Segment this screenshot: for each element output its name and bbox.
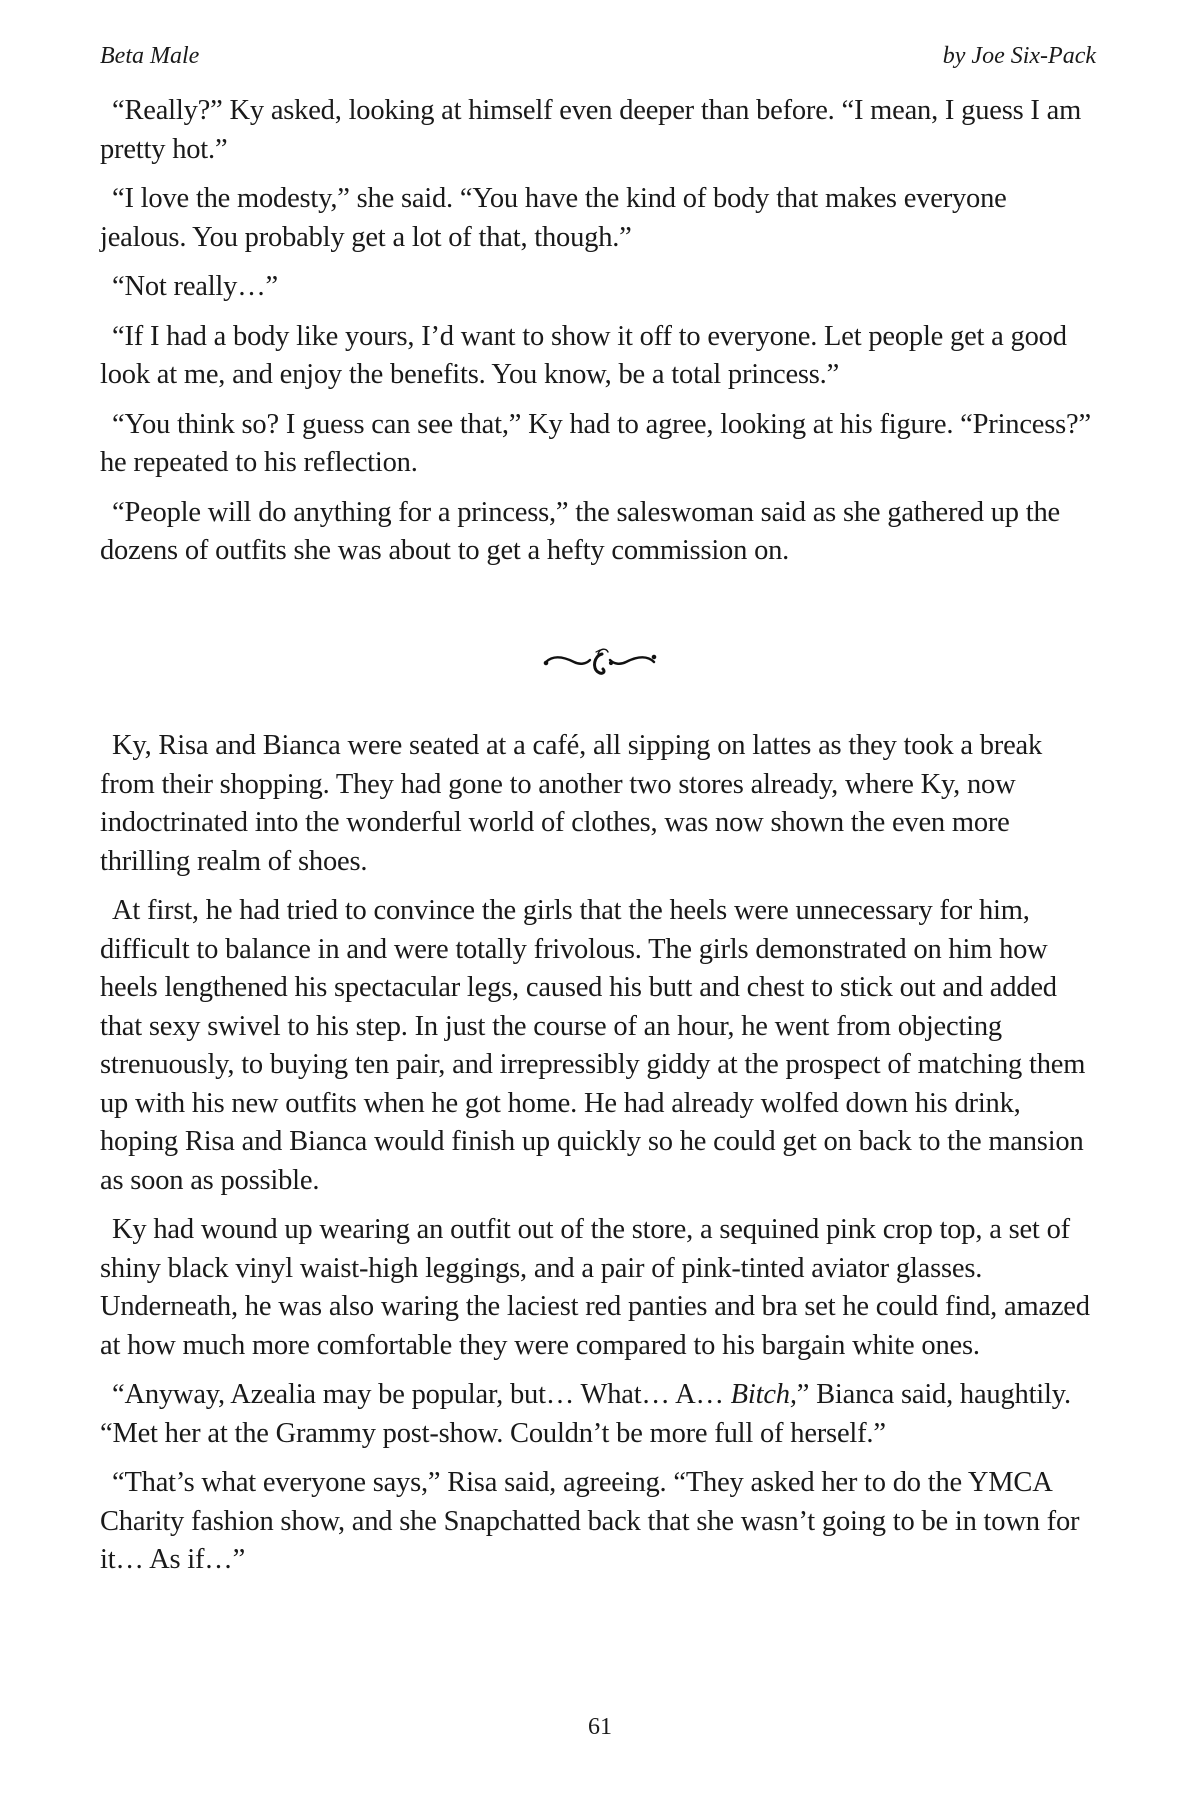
paragraph: “I love the modesty,” she said. “You have the kind of body that makes everyone jealous. You probably get a lot of that, though.” [100, 183, 1007, 253]
paragraph: “Not really…” [112, 271, 278, 302]
section-one-text [100, 92, 1096, 582]
paragraph [100, 1376, 1096, 1453]
paragraph: Ky had wound up wearing an outfit out of the store, a sequined pink crop top, a set of shiny black vinyl waist-high leggings, and a pair of pink-tinted aviator glasses. Underneath, he was also waring the laciest red panties and bra set he could find, amazed at how much more comfortable they were compared to his bargain white ones. [100, 1214, 1090, 1361]
quote-text: “Anyway, Azealia may be popular, but… What… A… [112, 1379, 731, 1410]
paragraph: “People will do anything for a princess,” the saleswoman said as she gathered up the dozens of outfits she was about to get a hefty commission on. [100, 496, 1060, 566]
paragraph: At first, he had tried to convince the girls that the heels were unnecessary for him, difficult to balance in and were totally frivolous. The girls demonstrated on him how heels lengthened his spectacular legs, caused his butt and chest to stick out and added that sexy swivel to his step. In just the course of an hour, he went from objecting strenuously, to buying ten pair, and irrepressibly giddy at the prospect of matching them up with his new outfits when he got home. He had already wolfed down his drink, hoping Risa and Bianca would finish up quickly so he could get on back to the mansion as soon as possible. [100, 895, 1086, 1196]
paragraph: “Really?” Ky asked, looking at himself even deeper than before. “I mean, I guess I am pretty hot.” [100, 95, 1082, 165]
page-number: 61 [588, 1714, 612, 1740]
running-header [100, 43, 1096, 77]
paragraph: “If I had a body like yours, I’d want to show it off to everyone. Let people get a good look at me, and enjoy the benefits. You know, be a total princess.” [100, 320, 1067, 390]
scene-break-flourish-icon [540, 636, 660, 684]
paragraph: “You think so? I guess can see that,” Ky had to agree, looking at his figure. “Princess?” he repeated to his reflection. [100, 408, 1091, 478]
quote-text: ” Bianca said, haughtily. “Met her at the Grammy post-show. Couldn’t be more full of herself.” [100, 1379, 1071, 1449]
paragraph: “That’s what everyone says,” Risa said, agreeing. “They asked her to do the YMCA Charity fashion show, and she Snapchatted back that she wasn’t going to be in town for it… As if…” [100, 1467, 1080, 1575]
paragraph: Ky, Risa and Bianca were seated at a café, all sipping on lattes as they took a break from their shopping. They had gone to another two stores already, where Ky, now indoctrinated into the wonderful world of clothes, was now shown the even more thrilling realm of shoes. [100, 730, 1043, 877]
author-credit: by Joe Six-Pack [942, 43, 1096, 69]
book-title: Beta Male [100, 43, 200, 69]
emphasized-word: Bitch, [730, 1379, 797, 1410]
section-two-text [100, 727, 1096, 1591]
